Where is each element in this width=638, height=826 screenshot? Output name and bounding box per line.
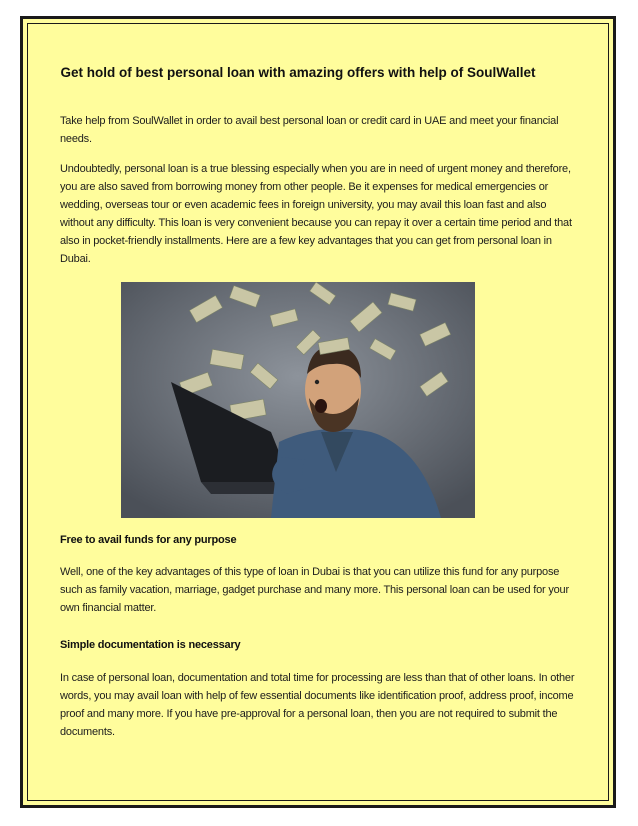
body-paragraph: Undoubtedly, personal loan is a true blessing especially when you are in need of urgent money and therefore, you are also saved from borrowing money from other people. Be it expenses for medical emergencies or wedding, overseas tour or even academic fees in foreign university, you may avail this loan fast and also without any difficulty. This loan is very convenient because you can repay it over a certain time period and that also in pocket-friendly installments. Here are a few key advantages that you can get from personal loan in Dubai. [60, 163, 572, 265]
section-heading-free-funds: Free to avail funds for any purpose [60, 534, 237, 546]
section-text-free-funds: Well, one of the key advantages of this type of loan in Dubai is that you can utilize this fund for any purpose such as family vacation, marriage, gadget purchase and many more. This personal loan can be used for your own financial matter. [60, 566, 569, 614]
section-heading-documentation: Simple documentation is necessary [60, 639, 241, 651]
intro-paragraph: Take help from SoulWallet in order to avail best personal loan or credit card in UAE and meet your financial needs. [60, 115, 559, 145]
document-title: Get hold of best personal loan with amazing offers with help of SoulWallet [60, 65, 536, 80]
section-text-documentation: In case of personal loan, documentation and total time for processing are less than that of other loans. In other words, you may avail loan with help of few essential documents like identification proof, address proof, income proof and many more. If you have pre-approval for a personal loan, then you are not required to submit the documents. [60, 672, 575, 738]
illustration-photo [121, 282, 475, 518]
man-with-laptop-money-image [121, 282, 475, 518]
